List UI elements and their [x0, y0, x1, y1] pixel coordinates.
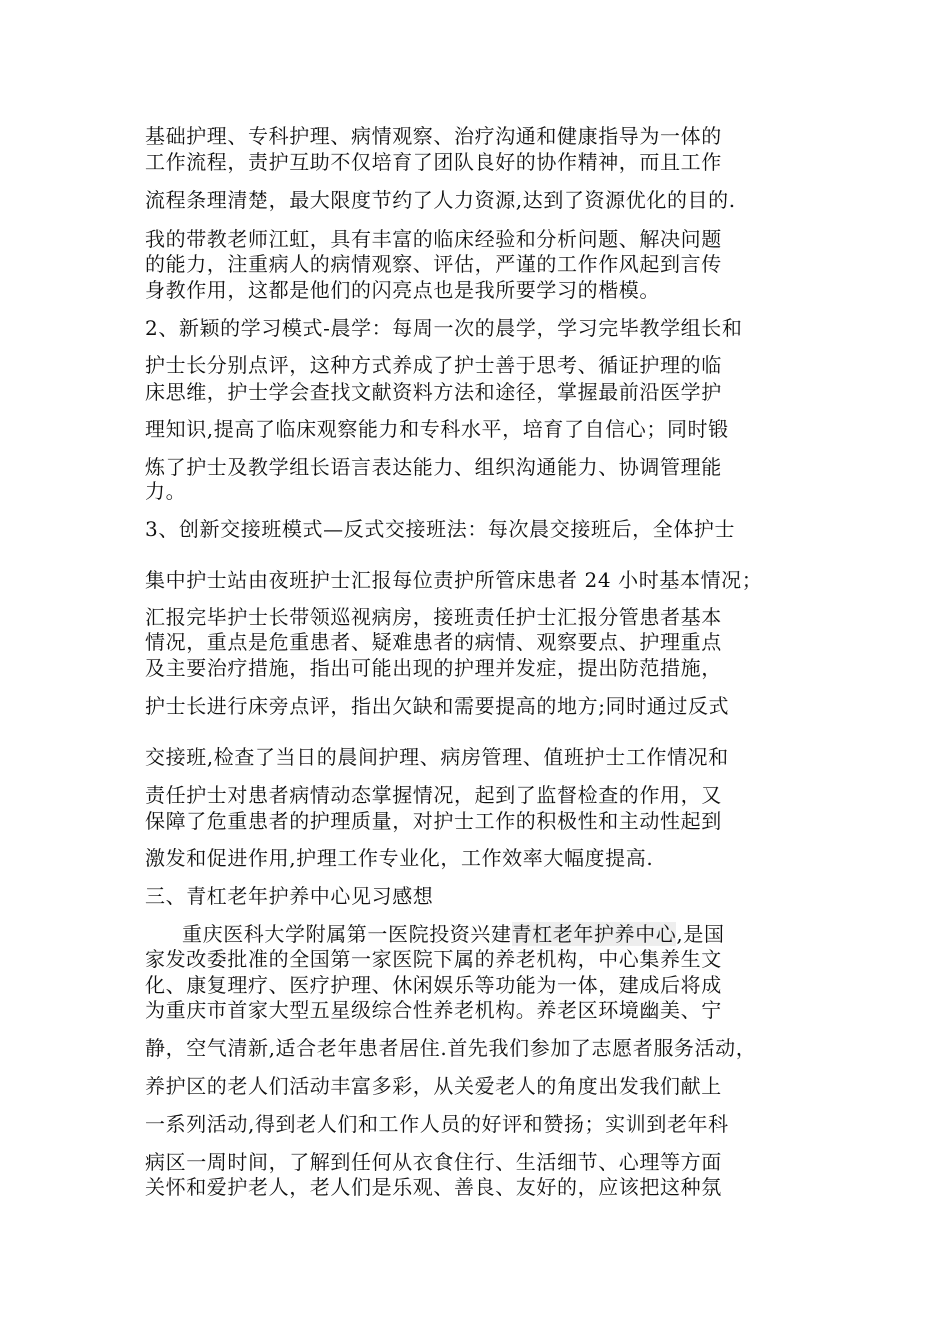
text-line: 保障了危重患者的护理质量，对护士工作的积极性和主动性起到 — [145, 809, 722, 833]
text-line: 激发和促进作用,护理工作专业化，工作效率大幅度提高. — [145, 846, 654, 870]
intro-text-end: ,是国 — [676, 922, 725, 946]
text-line: 家发改委批准的全国第一家医院下属的养老机构，中心集养生文 — [145, 947, 722, 971]
text-line: 基础护理、专科护理、病情观察、治疗沟通和健康指导为一体的 — [145, 124, 722, 148]
text-line: 2、新颖的学习模式-晨学：每周一次的晨学，学习完毕教学组长和 — [145, 316, 743, 340]
text-line: 护士长分别点评，这种方式养成了护士善于思考、循证护理的临 — [145, 353, 722, 377]
text-line: 我的带教老师江虹，具有丰富的临床经验和分析问题、解决问题 — [145, 227, 722, 251]
text-line: 力。 — [145, 479, 187, 503]
text-line: 3、创新交接班模式—反式交接班法：每次晨交接班后，全体护士 — [145, 517, 736, 541]
text-line: 养护区的老人们活动丰富多彩，从关爱老人的角度出发我们献上 — [145, 1074, 722, 1098]
paragraph-intro-line — [182, 922, 725, 946]
text-line: 责任护士对患者病情动态掌握情况，起到了监督检查的作用，又 — [145, 783, 722, 807]
text-line: 集中护士站由夜班护士汇报每位责护所管床患者 24 小时基本情况； — [145, 568, 763, 592]
text-line: 情况，重点是危重患者、疑难患者的病情、观察要点、护理重点 — [145, 630, 722, 654]
text-line: 工作流程，责护互助不仅培育了团队良好的协作精神，而且工作 — [145, 150, 722, 174]
text-line: 理知识,提高了临床观察能力和专科水平，培育了自信心；同时锻 — [145, 417, 729, 441]
text-line: 身教作用，这都是他们的闪亮点也是我所要学习的楷模。 — [145, 278, 660, 302]
text-line: 交接班,检查了当日的晨间护理、病房管理、值班护士工作情况和 — [145, 745, 729, 769]
highlighted-name: 青杠老年护养中心 — [511, 922, 677, 946]
text-line: 护士长进行床旁点评，指出欠缺和需要提高的地方;同时通过反式 — [145, 694, 730, 718]
text-line: 的能力，注重病人的病情观察、评估，严谨的工作作风起到言传 — [145, 252, 722, 276]
text-line: 一系列活动,得到老人们和工作人员的好评和赞扬；实训到老年科 — [145, 1112, 729, 1136]
text-line: 化、康复理疗、医疗护理、休闲娱乐等功能为一体，建成后将成 — [145, 973, 722, 997]
text-line: 静，空气清新,适合老年患者居住.首先我们参加了志愿者服务活动， — [145, 1036, 757, 1060]
text-line: 及主要治疗措施，指出可能出现的护理并发症，提出防范措施， — [145, 656, 722, 680]
intro-text: 重庆医科大学附属第一医院投资兴建 — [182, 922, 512, 946]
section-heading: 三、青杠老年护养中心见习感想 — [145, 884, 434, 908]
text-line: 炼了护士及教学组长语言表达能力、组织沟通能力、协调管理能 — [145, 455, 722, 479]
text-line: 为重庆市首家大型五星级综合性养老机构。养老区环境幽美、宁 — [145, 998, 722, 1022]
text-line: 流程条理清楚，最大限度节约了人力资源,达到了资源优化的目的. — [145, 188, 736, 212]
text-line: 汇报完毕护士长带领巡视病房，接班责任护士汇报分管患者基本 — [145, 605, 722, 629]
text-line: 病区一周时间，了解到任何从衣食住行、生活细节、心理等方面 — [145, 1150, 722, 1174]
text-line: 关怀和爱护老人，老人们是乐观、善良、友好的，应该把这种氛 — [145, 1175, 722, 1199]
text-line: 床思维，护士学会查找文献资料方法和途径，掌握最前沿医学护 — [145, 380, 722, 404]
